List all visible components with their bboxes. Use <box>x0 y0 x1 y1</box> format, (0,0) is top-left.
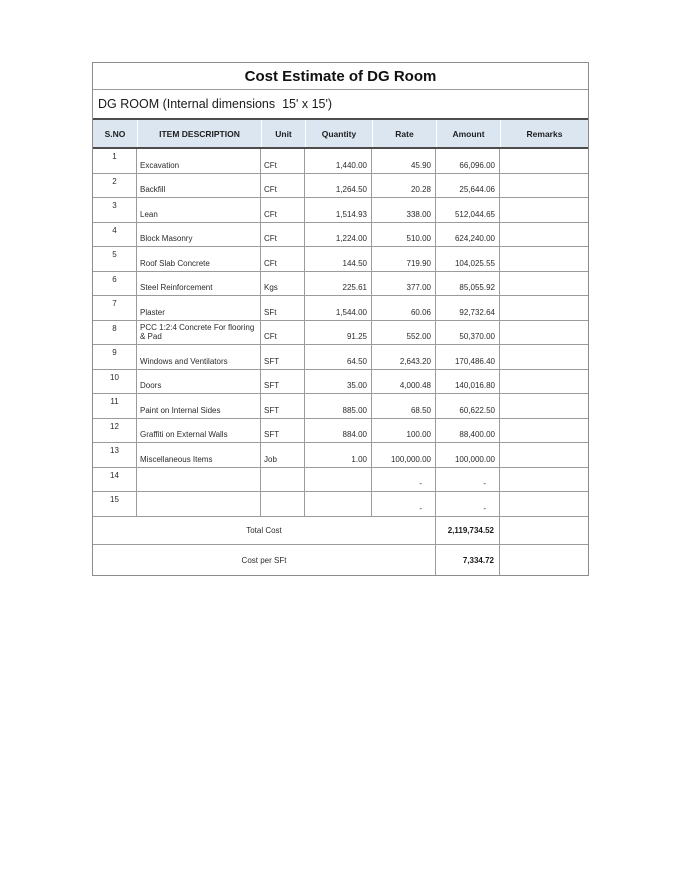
cell-remarks <box>500 198 588 222</box>
total-cost-remarks <box>500 517 588 544</box>
cell-description: Paint on Internal Sides <box>137 394 261 418</box>
table-row <box>93 370 588 395</box>
cell-quantity: 884.00 <box>305 419 372 443</box>
column-header-sno: S.NO <box>104 128 126 139</box>
cell-amount: 50,370.00 <box>436 321 500 345</box>
cell-rate: 2,643.20 <box>372 345 436 369</box>
cell-quantity: 885.00 <box>305 394 372 418</box>
page-title: Cost Estimate of DG Room <box>93 63 588 90</box>
cell-sno: 8 <box>93 321 137 345</box>
table-row <box>93 419 588 444</box>
cell-unit: SFT <box>261 419 305 443</box>
cell-remarks <box>500 272 588 296</box>
cell-description: Steel Reinforcement <box>137 272 261 296</box>
table-row <box>93 149 588 174</box>
cell-quantity: 1.00 <box>305 443 372 467</box>
column-header-rate: Rate <box>372 120 436 147</box>
cell-quantity: 225.61 <box>305 272 372 296</box>
cell-sno: 13 <box>93 443 137 467</box>
cell-quantity: 35.00 <box>305 370 372 394</box>
column-header-remarks: Remarks <box>500 120 588 147</box>
cell-quantity: 1,440.00 <box>305 149 372 173</box>
table-row <box>93 394 588 419</box>
cell-quantity: 91.25 <box>305 321 372 345</box>
cell-rate: 719.90 <box>372 247 436 271</box>
cell-sno: 3 <box>93 198 137 222</box>
cell-unit: CFt <box>261 247 305 271</box>
cell-remarks <box>500 443 588 467</box>
cell-description: Block Masonry <box>137 223 261 247</box>
cell-sno: 12 <box>93 419 137 443</box>
table-row <box>93 468 588 493</box>
cell-description: Graffiti on External Walls <box>137 419 261 443</box>
cell-quantity: 144.50 <box>305 247 372 271</box>
cell-unit: SFT <box>261 345 305 369</box>
cell-sno: 1 <box>93 149 137 173</box>
table-row <box>93 443 588 468</box>
cell-amount: - <box>436 492 500 516</box>
column-header-unit: Unit <box>261 120 305 147</box>
column-header-description: ITEM DESCRIPTION <box>137 120 261 147</box>
cell-quantity <box>305 468 372 492</box>
cell-amount: 88,400.00 <box>436 419 500 443</box>
total-cost-label: Total Cost <box>93 517 436 544</box>
total-cost-value: 2,119,734.52 <box>436 517 500 544</box>
cell-remarks <box>500 247 588 271</box>
cell-remarks <box>500 370 588 394</box>
column-header-amount: Amount <box>436 120 500 147</box>
cell-description: PCC 1:2:4 Concrete For flooring & Pad <box>137 321 261 345</box>
cell-quantity: 1,224.00 <box>305 223 372 247</box>
cell-amount: 104,025.55 <box>436 247 500 271</box>
cost-estimate-sheet <box>92 62 589 576</box>
table-row <box>93 492 588 517</box>
cell-remarks <box>500 321 588 345</box>
cell-quantity: 1,514.93 <box>305 198 372 222</box>
cell-sno: 4 <box>93 223 137 247</box>
cell-unit: Kgs <box>261 272 305 296</box>
cell-description: Miscellaneous Items <box>137 443 261 467</box>
cell-description: Plaster <box>137 296 261 320</box>
table-row <box>93 247 588 272</box>
cell-unit: CFt <box>261 223 305 247</box>
cell-unit: SFT <box>261 370 305 394</box>
cell-rate: 510.00 <box>372 223 436 247</box>
cell-rate: 45.90 <box>372 149 436 173</box>
cell-description: Doors <box>137 370 261 394</box>
cell-sno: 10 <box>93 370 137 394</box>
cell-amount: - <box>436 468 500 492</box>
cell-description <box>137 468 261 492</box>
cell-rate: 60.06 <box>372 296 436 320</box>
cell-remarks <box>500 394 588 418</box>
cell-remarks <box>500 468 588 492</box>
cell-unit <box>261 492 305 516</box>
cell-amount: 170,486.40 <box>436 345 500 369</box>
table-row <box>93 321 588 346</box>
cell-description: Backfill <box>137 174 261 198</box>
cell-unit: SFt <box>261 296 305 320</box>
table-row <box>93 296 588 321</box>
cell-rate: - <box>372 468 436 492</box>
cell-description <box>137 492 261 516</box>
total-cost-row <box>93 517 588 545</box>
cell-remarks <box>500 492 588 516</box>
cell-unit: CFt <box>261 149 305 173</box>
table-header-row <box>93 118 588 149</box>
cell-sno: 9 <box>93 345 137 369</box>
cell-sno: 7 <box>93 296 137 320</box>
cell-sno: 6 <box>93 272 137 296</box>
cell-remarks <box>500 419 588 443</box>
cell-unit <box>261 468 305 492</box>
cell-remarks <box>500 174 588 198</box>
cell-remarks <box>500 345 588 369</box>
cell-unit: CFt <box>261 174 305 198</box>
table-row <box>93 345 588 370</box>
cell-description: Roof Slab Concrete <box>137 247 261 271</box>
table-body <box>93 149 588 517</box>
cost-per-sft-label: Cost per SFt <box>93 545 436 575</box>
cell-description: Excavation <box>137 149 261 173</box>
cell-description: Windows and Ventilators <box>137 345 261 369</box>
cell-amount: 512,044.65 <box>436 198 500 222</box>
cell-unit: CFt <box>261 321 305 345</box>
cell-quantity: 64.50 <box>305 345 372 369</box>
cell-remarks <box>500 223 588 247</box>
cost-per-sft-remarks <box>500 545 588 575</box>
cell-remarks <box>500 296 588 320</box>
cell-sno: 2 <box>93 174 137 198</box>
cell-description: Lean <box>137 198 261 222</box>
cell-amount: 60,622.50 <box>436 394 500 418</box>
cell-amount: 25,644.06 <box>436 174 500 198</box>
cell-sno: 15 <box>93 492 137 516</box>
cell-rate: 338.00 <box>372 198 436 222</box>
cell-rate: 20.28 <box>372 174 436 198</box>
table-row <box>93 198 588 223</box>
cell-rate: 552.00 <box>372 321 436 345</box>
column-header-quantity: Quantity <box>305 120 372 147</box>
table-row <box>93 174 588 199</box>
cell-amount: 100,000.00 <box>436 443 500 467</box>
table-row <box>93 272 588 297</box>
cell-quantity: 1,544.00 <box>305 296 372 320</box>
cell-rate: 377.00 <box>372 272 436 296</box>
cost-per-sft-value: 7,334.72 <box>436 545 500 575</box>
cell-amount: 85,055.92 <box>436 272 500 296</box>
cell-amount: 92,732.64 <box>436 296 500 320</box>
cell-sno: 14 <box>93 468 137 492</box>
room-dimensions-subtitle: DG ROOM (Internal dimensions 15' x 15') <box>98 97 333 111</box>
cell-unit: CFt <box>261 198 305 222</box>
cell-rate: 68.50 <box>372 394 436 418</box>
cell-rate: 100,000.00 <box>372 443 436 467</box>
cell-quantity: 1,264.50 <box>305 174 372 198</box>
cell-amount: 140,016.80 <box>436 370 500 394</box>
cell-rate: 4,000.48 <box>372 370 436 394</box>
cell-amount: 624,240.00 <box>436 223 500 247</box>
cell-remarks <box>500 149 588 173</box>
cost-per-sft-row <box>93 545 588 575</box>
cell-sno: 5 <box>93 247 137 271</box>
cell-quantity <box>305 492 372 516</box>
table-row <box>93 223 588 248</box>
cell-amount: 66,096.00 <box>436 149 500 173</box>
cell-unit: SFT <box>261 394 305 418</box>
cell-rate: 100.00 <box>372 419 436 443</box>
cell-rate: - <box>372 492 436 516</box>
cell-sno: 11 <box>93 394 137 418</box>
cell-unit: Job <box>261 443 305 467</box>
